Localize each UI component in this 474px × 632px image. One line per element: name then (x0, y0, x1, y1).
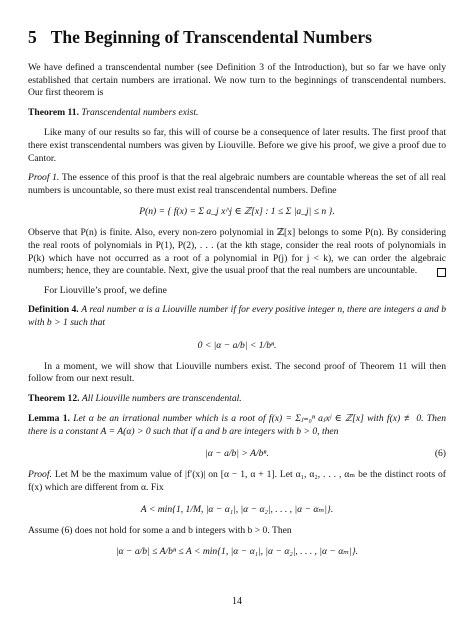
proof-lemma-label: Proof. (28, 469, 52, 481)
proof-1 (28, 172, 446, 197)
proof-lemma-text: Let M be the maximum value of |f′(x)| on [α − 1, α + 1]. Let α₁, α₂, . . . , αₘ be the distinct roots of f(x) which are different from α. Fix (28, 469, 446, 494)
theorem-12-text: All Liouville numbers are transcendental. (81, 392, 242, 404)
definition-4-label: Definition 4. (28, 304, 79, 316)
section-number: 5 (28, 27, 37, 47)
theorem-11-label: Theorem 11. (28, 106, 79, 118)
theorem-11-text: Transcendental numbers exist. (81, 106, 199, 118)
proof-1-text: The essence of this proof is that the real algebraic numbers are countable whereas the set of all real numbers is uncountable, so there must exist real transcendental numbers. Define (28, 172, 447, 196)
proof-1-label: Proof 1. (28, 172, 60, 184)
section-title: The Beginning of Transcendental Numbers (50, 27, 372, 47)
lemma-1 (28, 413, 446, 438)
section-heading (28, 26, 446, 48)
liouville-paragraph: Like many of our results so far, this will of course be a consequence of later results. The first proof that there exist transcendental numbers was given by Liouville. Before we give his proof, we give a proof due to Cantor. (28, 127, 446, 164)
equation-6-body: |α − a/b| > A/bⁿ. (205, 448, 269, 460)
equation-P: P(n) = { f(x) = Σ a_j x^j ∈ ℤ[x] : 1 ≤ Σ |a_j| ≤ n }. (139, 206, 335, 218)
observe-text: Observe that P(n) is finite. Also, every non-zero polynomial in ℤ[x] belongs to some P(n). By considering the real roots of polynomials in P(1), P(2), . . . (at the kth stage, consider the real roots of polynomials in P(k) which have not occurred as a root of a polynomial in P(j) for j < k), we can order the algebraic numbers; hence, they are countable. Next, give the usual proof that the real numbers are uncountable. (28, 227, 446, 277)
equation-A: A < min{1, 1/M, |α − α₁|, |α − α₂|, . . . , |α − αₘ|}. (140, 503, 334, 515)
observe-paragraph (28, 227, 446, 277)
lemma-1-text: Let α be an irrational number which is a root of f(x) = Σⱼ₌₀ⁿ aⱼxʲ ∈ ℤ[x] with f(x) ≢ 0. Then there is a constant A = A(α) > 0 such that if a and b are integers with b > 0, then (28, 413, 446, 437)
equation-last: |α − a/b| ≤ A/bⁿ ≤ A < min{1, |α − α₁|, |α − α₂|, . . . , |α − αₘ|}. (115, 546, 359, 558)
intro-paragraph: We have defined a transcendental number (see Definition 3 of the Introduction), but so far we have only established that certain numbers are irrational. We now turn to the beginnings of transcendental numbers. Our first theorem is (28, 62, 446, 99)
definition-4 (28, 304, 446, 329)
theorem-11 (28, 107, 446, 120)
lemma-1-label: Lemma 1. (28, 413, 70, 425)
qed-box-icon (437, 268, 446, 277)
equation-liouville: 0 < |α − a/b| < 1/bⁿ. (197, 339, 277, 351)
proof-lemma (28, 469, 446, 494)
theorem-12 (28, 393, 446, 406)
define-paragraph: For Liouville’s proof, we define (44, 284, 167, 296)
definition-4-text: A real number α is a Liouville number if for every positive integer n, there are integers a and b with b > 1 such that (28, 304, 447, 328)
moment-paragraph: In a moment, we will show that Liouville numbers exist. The second proof of Theorem 11 will then follow from our next result. (28, 360, 446, 385)
page-content (28, 26, 446, 567)
assume-paragraph: Assume (6) does not hold for some a and b integers with b > 0. Then (28, 524, 292, 536)
equation-6 (28, 446, 446, 462)
page-number: 14 (232, 596, 242, 607)
equation-6-number: (6) (434, 448, 446, 460)
theorem-12-label: Theorem 12. (28, 392, 80, 404)
